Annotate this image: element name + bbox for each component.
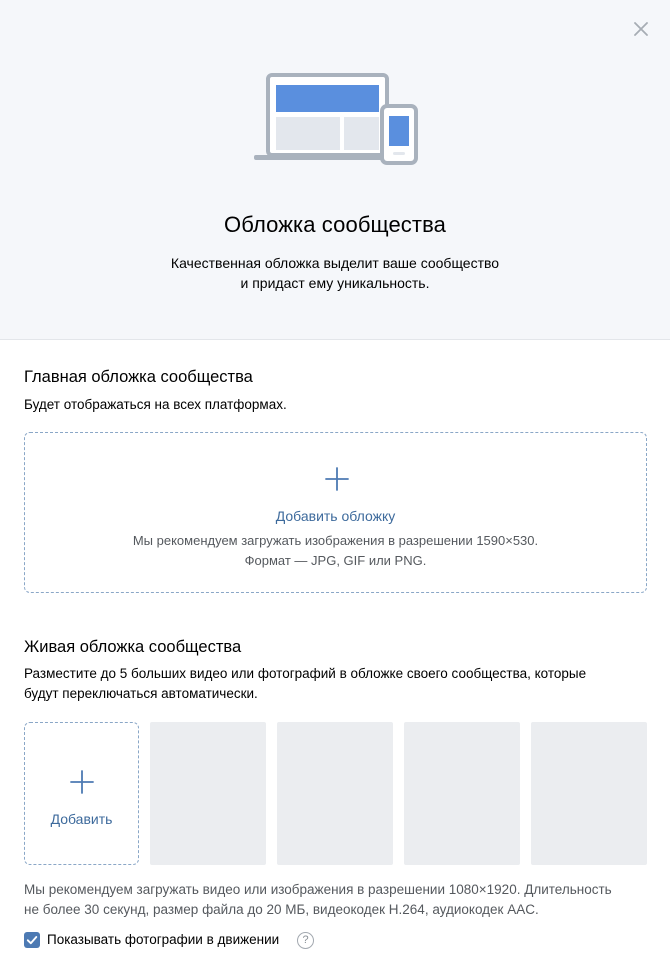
check-icon	[24, 932, 40, 948]
plus-icon	[324, 466, 350, 492]
subtitle-line: Качественная обложка выделит ваше сообщество	[170, 255, 500, 271]
live-cover-add-button[interactable]	[24, 722, 139, 865]
help-icon[interactable]: ?	[297, 932, 314, 949]
live-cover-title: Живая обложка сообщества	[24, 638, 242, 656]
main-cover-title: Главная обложка сообщества	[24, 368, 253, 386]
note-line: Мы рекомендуем загружать видео или изображения в разрешении 1080×1920. Длительность	[24, 882, 612, 897]
close-icon[interactable]	[630, 18, 652, 40]
add-live-label: Добавить	[50, 811, 113, 827]
hint-line: Мы рекомендуем загружать изображения в разрешении 1590×530.	[132, 533, 539, 548]
animated-photos-label[interactable]: Показывать фотографии в движении	[47, 932, 280, 947]
subtitle-line: и придаст ему уникальность.	[240, 275, 430, 291]
live-cover-slot[interactable]	[531, 722, 647, 865]
description-line: Разместите до 5 больших видео или фотографий в обложке своего сообщества, которые	[24, 666, 587, 681]
hint-line: Формат — JPG, GIF или PNG.	[244, 553, 427, 568]
animated-photos-checkbox[interactable]	[24, 932, 40, 948]
add-cover-link[interactable]: Добавить обложку	[275, 508, 396, 524]
live-cover-slot[interactable]	[277, 722, 393, 865]
page-subtitle	[0, 253, 670, 293]
page-title: Обложка сообщества	[224, 212, 446, 237]
main-cover-hint	[25, 531, 646, 571]
cover-header	[0, 0, 670, 340]
devices-illustration	[252, 72, 420, 168]
live-cover-slot[interactable]	[150, 722, 266, 865]
plus-icon	[70, 770, 94, 794]
main-cover-upload-area[interactable]	[24, 432, 647, 593]
description-line: будут переключаться автоматически.	[24, 686, 258, 701]
main-cover-description: Будет отображаться на всех платформах.	[24, 397, 287, 412]
live-cover-note	[24, 880, 612, 920]
live-cover-slot[interactable]	[404, 722, 520, 865]
note-line: не более 30 секунд, размер файла до 20 МБ, видеокодек H.264, аудиокодек AAC.	[24, 902, 539, 917]
live-cover-description	[24, 664, 586, 704]
